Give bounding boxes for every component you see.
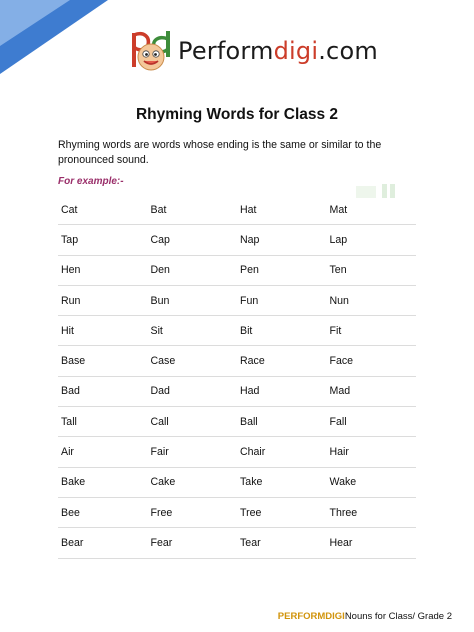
table-row	[58, 346, 416, 376]
table-row	[58, 286, 416, 316]
word-cell: Cat	[61, 203, 78, 216]
corner-decoration-light	[0, 0, 70, 46]
word-cell: Hen	[61, 264, 81, 277]
table-row	[58, 316, 416, 346]
word-cell: Den	[150, 264, 170, 277]
table-row	[58, 468, 416, 498]
word-cell: Chair	[240, 446, 266, 459]
word-cell: Bun	[150, 294, 170, 307]
word-cell: Hear	[329, 536, 353, 549]
word-cell: Free	[150, 506, 173, 519]
footer-brand: PERFORMDIGI	[277, 611, 345, 622]
word-cell: Tree	[240, 506, 262, 519]
logo-text-com: .com	[318, 37, 378, 65]
example-label: For example:-	[58, 176, 124, 187]
table-row	[58, 225, 416, 255]
word-cell: Base	[61, 355, 86, 368]
word-cell: Lap	[329, 233, 348, 246]
word-cell: Fun	[240, 294, 259, 307]
word-cell: Fair	[150, 446, 169, 459]
pd-face-logo-icon	[130, 27, 174, 75]
table-row	[58, 195, 416, 225]
word-cell: Bit	[240, 324, 253, 337]
word-cell: Nap	[240, 233, 260, 246]
logo	[130, 26, 378, 76]
table-row	[58, 377, 416, 407]
word-cell: Hat	[240, 203, 257, 216]
word-cell: Take	[240, 476, 263, 489]
word-cell: Bad	[61, 385, 80, 398]
word-cell: Hit	[61, 324, 74, 337]
word-cell: Tap	[61, 233, 79, 246]
word-cell: Tear	[240, 536, 261, 549]
word-cell: Dad	[150, 385, 170, 398]
rhyming-words-table	[58, 195, 416, 559]
word-cell: Three	[329, 506, 358, 519]
word-cell: Bat	[150, 203, 167, 216]
word-cell: Bake	[61, 476, 86, 489]
table-row	[58, 437, 416, 467]
word-cell: Face	[329, 355, 354, 368]
word-cell: Mad	[329, 385, 351, 398]
word-cell: Fall	[329, 415, 347, 428]
table-row	[58, 407, 416, 437]
page-title: Rhyming Words for Class 2	[135, 106, 339, 123]
word-cell: Ball	[240, 415, 258, 428]
word-cell: Ten	[329, 264, 347, 277]
word-cell: Wake	[329, 476, 357, 489]
table-row	[58, 498, 416, 528]
intro-paragraph: Rhyming words are words whose ending is the same or similar to the pronounced sound.	[58, 139, 382, 166]
word-cell: Fit	[329, 324, 342, 337]
logo-text	[178, 37, 378, 65]
footer	[278, 611, 452, 622]
word-cell: Cake	[150, 476, 176, 489]
word-cell: Nun	[329, 294, 349, 307]
word-cell: Had	[240, 385, 260, 398]
word-cell: Run	[61, 294, 81, 307]
footer-text: Nouns for Class/ Grade 2	[344, 611, 452, 622]
logo-text-digi: digi	[273, 37, 319, 65]
word-cell: Hair	[329, 446, 349, 459]
word-cell: Mat	[329, 203, 348, 216]
table-row	[58, 256, 416, 286]
word-cell: Cap	[150, 233, 170, 246]
word-cell: Bear	[61, 536, 84, 549]
word-cell: Sit	[150, 324, 163, 337]
word-cell: Tall	[61, 415, 77, 428]
word-cell: Race	[240, 355, 265, 368]
table-row	[58, 528, 416, 558]
word-cell: Case	[150, 355, 176, 368]
word-cell: Air	[61, 446, 74, 459]
word-cell: Call	[150, 415, 169, 428]
word-cell: Fear	[150, 536, 173, 549]
word-cell: Pen	[240, 264, 259, 277]
logo-text-perform: Perform	[178, 37, 274, 65]
word-cell: Bee	[61, 506, 80, 519]
